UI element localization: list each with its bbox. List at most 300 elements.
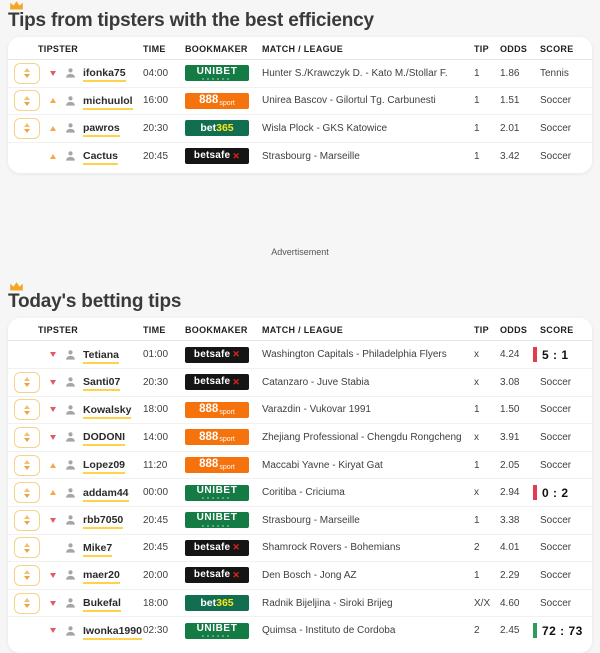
table-header xyxy=(8,319,592,341)
time-cell: 16:00 xyxy=(143,95,169,107)
chevron-down-icon xyxy=(24,438,30,442)
table-row xyxy=(8,341,592,369)
score-result-numbers: 5 : 1 xyxy=(542,347,569,362)
vote-cell xyxy=(8,427,50,448)
tip-cell: 1 xyxy=(474,67,480,79)
score-cell xyxy=(540,347,592,362)
bookmaker-label-main: bet xyxy=(200,596,217,609)
vote-cell xyxy=(8,63,50,84)
vote-cell xyxy=(8,90,50,111)
trend-down-icon xyxy=(50,352,56,357)
bookmaker-cell xyxy=(185,347,262,363)
trend-down-icon xyxy=(50,380,56,385)
column-header-tip: TIP xyxy=(474,324,489,335)
tipster-link[interactable]: ifonka75 xyxy=(83,67,126,82)
column-header-odds: ODDS xyxy=(500,324,528,335)
table-row xyxy=(8,369,592,397)
table-row xyxy=(8,60,592,88)
time-cell: 20:00 xyxy=(143,569,169,581)
odds-cell: 3.91 xyxy=(500,431,520,443)
vote-cell xyxy=(8,537,50,558)
tipster-link[interactable]: Iwonka1990 xyxy=(83,625,142,640)
bookmaker-label: betsafe xyxy=(193,541,231,553)
unibet-dots-decoration xyxy=(202,78,232,80)
trend-down-icon xyxy=(50,573,56,578)
tipster-icon xyxy=(65,625,83,637)
chevron-up-icon xyxy=(24,598,30,602)
table-row xyxy=(8,452,592,480)
bookmaker-cell xyxy=(185,485,262,501)
column-header-odds: ODDS xyxy=(500,43,528,54)
tipster-link[interactable]: DODONI xyxy=(83,431,125,446)
table-row xyxy=(8,507,592,535)
odds-cell: 1.51 xyxy=(500,95,520,107)
odds-cell: 4.01 xyxy=(500,542,520,554)
score-cell xyxy=(540,377,592,388)
betsafe-x-mark-icon: ✕ xyxy=(232,150,241,161)
bookmaker-cell xyxy=(185,374,262,390)
bookmaker-logo-unibet[interactable] xyxy=(185,623,249,639)
score-category-label: Tennis xyxy=(540,67,569,79)
tipster-link[interactable]: Lopez09 xyxy=(83,459,125,474)
bookmaker-label-main: 888 xyxy=(199,403,219,416)
chevron-down-icon xyxy=(24,466,30,470)
table-row xyxy=(8,397,592,425)
bookmaker-cell xyxy=(185,402,262,418)
section-title-text: Tips from tipsters with the best efficiency xyxy=(8,10,374,31)
match-league-cell: Unirea Bascov - Gilortul Tg. Carbunesti xyxy=(262,95,436,107)
match-league-cell: Catanzaro - Juve Stabia xyxy=(262,376,370,388)
trend-cell xyxy=(50,628,65,633)
trend-cell xyxy=(50,407,65,412)
chevron-up-icon xyxy=(24,515,30,519)
tip-cell: 1 xyxy=(474,404,480,416)
match-league-cell: Maccabi Yavne - Kiryat Gat xyxy=(262,459,383,471)
chevron-up-icon xyxy=(24,377,30,381)
score-result-bar xyxy=(533,347,537,362)
bookmaker-label: betsafe xyxy=(193,348,231,360)
chevron-up-icon xyxy=(24,123,30,127)
vote-cell xyxy=(8,482,50,503)
chevron-up-icon xyxy=(24,432,30,436)
table-body xyxy=(8,60,592,169)
trend-down-icon xyxy=(50,601,56,606)
score-result xyxy=(533,347,592,362)
chevron-up-icon xyxy=(24,68,30,72)
column-header-tipster: TIPSTER xyxy=(38,324,79,335)
tip-cell: x xyxy=(474,431,479,443)
odds-cell: 2.94 xyxy=(500,487,520,499)
tipster-link[interactable]: Bukefal xyxy=(83,597,121,612)
score-cell xyxy=(540,151,592,162)
tipster-icon xyxy=(65,95,83,107)
table-row xyxy=(8,479,592,507)
crown-icon xyxy=(9,282,24,291)
bookmaker-logo-betsafe[interactable] xyxy=(185,148,249,164)
vote-stepper[interactable] xyxy=(14,118,40,139)
tipster-cell xyxy=(83,349,143,361)
bookmaker-logo-888sport[interactable] xyxy=(185,457,249,473)
tipster-link[interactable]: maer20 xyxy=(83,569,120,584)
score-result-bar xyxy=(533,623,537,638)
odds-cell: 3.08 xyxy=(500,376,520,388)
tipster-link[interactable]: addam44 xyxy=(83,487,129,502)
chevron-down-icon xyxy=(24,549,30,553)
vote-stepper[interactable] xyxy=(14,455,40,476)
column-header-score: SCORE xyxy=(540,43,574,54)
tipster-link[interactable]: Cactus xyxy=(83,150,118,165)
tip-cell: 1 xyxy=(474,459,480,471)
advertisement-label: Advertisement xyxy=(271,247,329,258)
chevron-up-icon xyxy=(24,570,30,574)
tipster-cell xyxy=(83,459,143,471)
tip-cell: X/X xyxy=(474,597,491,609)
chevron-up-icon xyxy=(24,488,30,492)
tipster-cell xyxy=(83,95,143,107)
vote-cell xyxy=(8,372,50,393)
odds-cell: 3.38 xyxy=(500,514,520,526)
bookmaker-label: UNIBET xyxy=(196,65,238,77)
match-league-cell: Washington Capitals - Philadelphia Flyers xyxy=(262,349,447,361)
chevron-up-icon xyxy=(24,96,30,100)
bookmaker-label: betsafe xyxy=(193,150,231,162)
trend-up-icon xyxy=(50,154,56,159)
vote-stepper[interactable] xyxy=(14,372,40,393)
match-league-cell: Strasbourg - Marseille xyxy=(262,514,360,526)
match-league-cell: Hunter S./Krawczyk D. - Kato M./Stollar F. xyxy=(262,67,448,79)
vote-stepper[interactable] xyxy=(14,90,40,111)
bookmaker-logo-bet365[interactable] xyxy=(185,595,249,611)
bookmaker-label: UNIBET xyxy=(196,512,238,524)
score-category-label: Soccer xyxy=(540,404,572,416)
trend-cell xyxy=(50,463,65,468)
time-cell: 20:45 xyxy=(143,542,169,554)
tipster-link[interactable]: Santi07 xyxy=(83,376,120,391)
tipster-link[interactable]: rbb7050 xyxy=(83,514,123,529)
chevron-down-icon xyxy=(24,521,30,525)
score-cell xyxy=(540,460,592,471)
bookmaker-label-main: 888 xyxy=(199,94,219,107)
score-category-label: Soccer xyxy=(540,459,572,471)
score-category-label: Soccer xyxy=(540,95,572,107)
odds-cell: 4.60 xyxy=(500,597,520,609)
vote-cell xyxy=(8,455,50,476)
bookmaker-logo-unibet[interactable] xyxy=(185,485,249,501)
trend-cell xyxy=(50,71,65,76)
table-row xyxy=(8,143,592,170)
score-cell xyxy=(540,432,592,443)
vote-stepper[interactable] xyxy=(14,510,40,531)
tipster-cell xyxy=(83,625,143,637)
bookmaker-cell xyxy=(185,540,262,556)
chevron-down-icon xyxy=(24,604,30,608)
bookmaker-cell xyxy=(185,429,262,445)
time-cell: 11:20 xyxy=(143,459,168,471)
tipster-cell xyxy=(83,514,143,526)
time-cell: 18:00 xyxy=(143,404,169,416)
bookmaker-logo-betsafe[interactable] xyxy=(185,567,249,583)
score-cell xyxy=(540,404,592,415)
score-cell xyxy=(540,570,592,581)
time-cell: 14:00 xyxy=(143,431,169,443)
unibet-dots-decoration xyxy=(202,497,232,499)
table-row xyxy=(8,424,592,452)
match-league-cell: Wisla Plock - GKS Katowice xyxy=(262,122,388,134)
tipster-link[interactable]: michuulol xyxy=(83,95,133,110)
bookmaker-label-sub: sport xyxy=(219,99,235,107)
bookmaker-cell xyxy=(185,457,262,473)
vote-stepper[interactable] xyxy=(14,537,40,558)
vote-stepper[interactable] xyxy=(14,482,40,503)
match-league-cell: Quimsa - Instituto de Cordoba xyxy=(262,625,396,637)
vote-cell xyxy=(8,593,50,614)
tipster-link[interactable]: Tetiana xyxy=(83,349,119,364)
trend-cell xyxy=(50,126,65,131)
bookmaker-logo-888sport[interactable] xyxy=(185,429,249,445)
vote-stepper[interactable] xyxy=(14,63,40,84)
tipster-icon xyxy=(65,487,83,499)
betsafe-x-mark-icon: ✕ xyxy=(232,542,241,553)
trend-down-icon xyxy=(50,407,56,412)
tipster-cell xyxy=(83,150,143,162)
odds-cell: 2.01 xyxy=(500,122,520,134)
trend-cell xyxy=(50,573,65,578)
score-category-label: Soccer xyxy=(540,569,572,581)
score-cell xyxy=(540,598,592,609)
match-league-cell: Varazdin - Vukovar 1991 xyxy=(262,404,371,416)
chevron-down-icon xyxy=(24,383,30,387)
trend-cell xyxy=(50,518,65,523)
unibet-dots-decoration xyxy=(202,525,232,527)
bookmaker-cell xyxy=(185,120,262,136)
column-header-tip: TIP xyxy=(474,43,489,54)
bookmaker-label-accent: 365 xyxy=(216,122,234,135)
tipster-link[interactable]: Mike7 xyxy=(83,542,112,557)
tipster-icon xyxy=(65,597,83,609)
tipster-icon xyxy=(65,569,83,581)
score-cell xyxy=(540,542,592,553)
bookmaker-cell xyxy=(185,65,262,81)
score-cell xyxy=(540,623,592,638)
unibet-dots-decoration xyxy=(202,635,232,637)
bookmaker-logo-betsafe[interactable] xyxy=(185,540,249,556)
trend-up-icon xyxy=(50,490,56,495)
bookmaker-label-sub: sport xyxy=(219,436,235,444)
betsafe-x-mark-icon: ✕ xyxy=(232,376,241,387)
tip-cell: 1 xyxy=(474,150,480,162)
trend-up-icon xyxy=(50,98,56,103)
match-league-cell: Zhejiang Professional - Chengdu Rongcheng xyxy=(262,431,462,443)
chevron-down-icon xyxy=(24,129,30,133)
vote-cell xyxy=(8,510,50,531)
bookmaker-logo-unibet[interactable] xyxy=(185,65,249,81)
section-title-best-efficiency xyxy=(8,0,592,32)
trend-cell xyxy=(50,435,65,440)
tipster-icon xyxy=(65,431,83,443)
tipster-cell xyxy=(83,487,143,499)
score-category-label: Soccer xyxy=(540,514,572,526)
odds-cell: 2.05 xyxy=(500,459,520,471)
betsafe-x-mark-icon: ✕ xyxy=(232,349,241,360)
chevron-down-icon xyxy=(24,74,30,78)
odds-cell: 1.86 xyxy=(500,67,520,79)
score-category-label: Soccer xyxy=(540,150,572,162)
score-cell xyxy=(540,68,592,79)
odds-cell: 2.45 xyxy=(500,625,520,637)
tipster-cell xyxy=(83,67,143,79)
column-header-tipster: TIPSTER xyxy=(38,43,79,54)
odds-cell: 3.42 xyxy=(500,150,520,162)
table-row xyxy=(8,562,592,590)
score-category-label: Soccer xyxy=(540,376,572,388)
bookmaker-label-main: 888 xyxy=(199,430,219,443)
bookmaker-label: UNIBET xyxy=(196,484,238,496)
bookmaker-label: UNIBET xyxy=(196,622,238,634)
chevron-up-icon xyxy=(24,405,30,409)
trend-cell xyxy=(50,490,65,495)
match-league-cell: Strasbourg - Marseille xyxy=(262,150,360,162)
time-cell: 20:45 xyxy=(143,150,169,162)
tip-cell: 2 xyxy=(474,542,480,554)
time-cell: 20:45 xyxy=(143,514,169,526)
bookmaker-logo-888sport[interactable] xyxy=(185,93,249,109)
trend-cell xyxy=(50,380,65,385)
chevron-up-icon xyxy=(24,543,30,547)
tipster-icon xyxy=(65,459,83,471)
bookmaker-cell xyxy=(185,595,262,611)
bookmaker-label-sub: sport xyxy=(219,464,235,472)
chevron-down-icon xyxy=(24,102,30,106)
table-row xyxy=(8,115,592,143)
vote-stepper[interactable] xyxy=(14,399,40,420)
tipster-icon xyxy=(65,150,83,162)
table-header xyxy=(8,38,592,60)
score-result-numbers: 72 : 73 xyxy=(542,623,583,638)
bookmaker-cell xyxy=(185,148,262,164)
tipster-icon xyxy=(65,542,83,554)
column-header-time: TIME xyxy=(143,324,166,335)
trend-cell xyxy=(50,352,65,357)
tipster-cell xyxy=(83,376,143,388)
score-category-label: Soccer xyxy=(540,542,572,554)
bookmaker-label-sub: sport xyxy=(219,408,235,416)
odds-cell: 1.50 xyxy=(500,404,520,416)
score-cell xyxy=(540,515,592,526)
tipster-icon xyxy=(65,349,83,361)
bookmaker-logo-bet365[interactable] xyxy=(185,120,249,136)
betsafe-x-mark-icon: ✕ xyxy=(232,569,241,580)
tipster-cell xyxy=(83,431,143,443)
tips-table-best-efficiency xyxy=(8,37,592,173)
trend-down-icon xyxy=(50,518,56,523)
column-header-match-league: MATCH / LEAGUE xyxy=(262,324,344,335)
column-header-score: SCORE xyxy=(540,324,574,335)
bookmaker-label: betsafe xyxy=(193,376,231,388)
chevron-down-icon xyxy=(24,411,30,415)
trend-down-icon xyxy=(50,628,56,633)
vote-cell xyxy=(8,399,50,420)
score-result-numbers: 0 : 2 xyxy=(542,485,569,500)
score-category-label: Soccer xyxy=(540,431,572,443)
bookmaker-logo-unibet[interactable] xyxy=(185,512,249,528)
table-row xyxy=(8,617,592,644)
crown-icon xyxy=(9,1,24,10)
bookmaker-cell xyxy=(185,93,262,109)
score-result xyxy=(533,485,592,500)
vote-cell xyxy=(8,565,50,586)
tip-cell: x xyxy=(474,487,479,499)
vote-stepper[interactable] xyxy=(14,427,40,448)
column-header-bookmaker: BOOKMAKER xyxy=(185,324,248,335)
score-category-label: Soccer xyxy=(540,122,572,134)
bookmaker-cell xyxy=(185,623,262,639)
tip-cell: 1 xyxy=(474,95,480,107)
trend-cell xyxy=(50,154,65,159)
match-league-cell: Radnik Bijeljina - Siroki Brijeg xyxy=(262,597,393,609)
bookmaker-label-main: bet xyxy=(200,122,217,135)
match-league-cell: Den Bosch - Jong AZ xyxy=(262,569,357,581)
bookmaker-logo-888sport[interactable] xyxy=(185,402,249,418)
bookmaker-label-accent: 365 xyxy=(216,596,234,609)
match-league-cell: Shamrock Rovers - Bohemians xyxy=(262,542,401,554)
tip-cell: 2 xyxy=(474,625,480,637)
column-header-match-league: MATCH / LEAGUE xyxy=(262,43,344,54)
trend-up-icon xyxy=(50,463,56,468)
tipster-cell xyxy=(83,569,143,581)
vote-stepper[interactable] xyxy=(14,565,40,586)
bookmaker-label: betsafe xyxy=(193,569,231,581)
bookmaker-cell xyxy=(185,567,262,583)
score-result-bar xyxy=(533,485,537,500)
table-row xyxy=(8,88,592,116)
bookmaker-cell xyxy=(185,512,262,528)
section-title-todays-tips xyxy=(8,281,592,313)
tipster-cell xyxy=(83,597,143,609)
score-category-label: Soccer xyxy=(540,597,572,609)
tipster-icon xyxy=(65,376,83,388)
time-cell: 00:00 xyxy=(143,487,169,499)
tipster-icon xyxy=(65,122,83,134)
tipster-link[interactable]: Kowalsky xyxy=(83,404,131,419)
tipster-link[interactable]: pawros xyxy=(83,122,120,137)
trend-cell xyxy=(50,601,65,606)
tipster-icon xyxy=(65,67,83,79)
time-cell: 02:30 xyxy=(143,625,169,637)
score-cell xyxy=(540,95,592,106)
column-header-time: TIME xyxy=(143,43,166,54)
tip-cell: x xyxy=(474,349,479,361)
time-cell: 20:30 xyxy=(143,122,169,134)
vote-stepper[interactable] xyxy=(14,593,40,614)
bookmaker-label-main: 888 xyxy=(199,458,219,471)
score-result xyxy=(533,623,592,638)
bookmaker-logo-betsafe[interactable] xyxy=(185,347,249,363)
match-league-cell: Coritiba - Criciuma xyxy=(262,487,345,499)
odds-cell: 2.29 xyxy=(500,569,520,581)
tipster-icon xyxy=(65,404,83,416)
chevron-down-icon xyxy=(24,576,30,580)
time-cell: 18:00 xyxy=(143,597,169,609)
time-cell: 20:30 xyxy=(143,376,169,388)
bookmaker-logo-betsafe[interactable] xyxy=(185,374,249,390)
chevron-down-icon xyxy=(24,494,30,498)
table-body xyxy=(8,341,592,644)
trend-up-icon xyxy=(50,126,56,131)
tip-cell: 1 xyxy=(474,569,480,581)
trend-cell xyxy=(50,98,65,103)
tipster-cell xyxy=(83,404,143,416)
score-cell xyxy=(540,123,592,134)
